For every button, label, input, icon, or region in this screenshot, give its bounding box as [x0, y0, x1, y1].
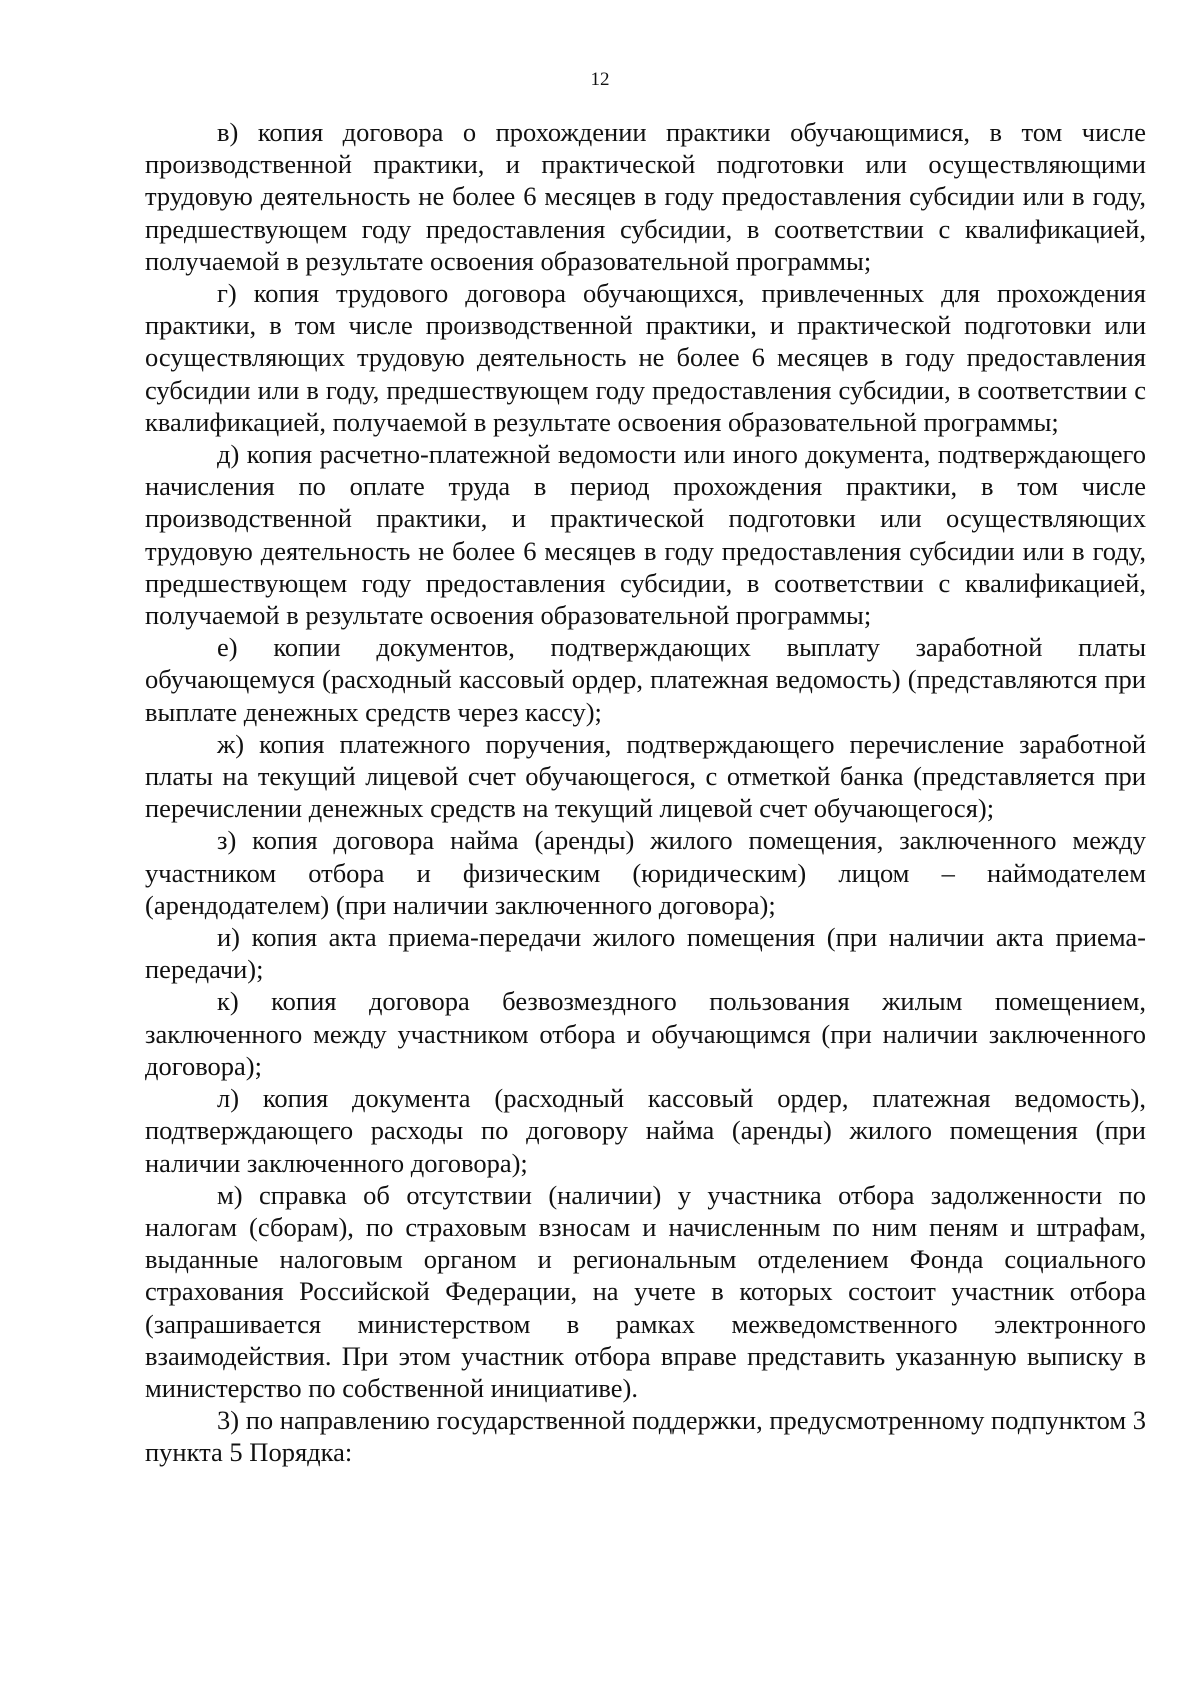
paragraph-m: м) справка об отсутствии (наличии) у участника отбора задолженности по налогам (сборам), по страховым взносам и начисленным по ним пеням и штрафам, выданные налоговым органом и региональным отделением Фонда социального страхования Российской Федерации, на учете в которых состоит участник отбора (запрашивается министерством в рамках межведомственного электронного взаимодействия. При этом участник отбора вправе представить указанную выписку в министерство по собственной инициативе).: [145, 1179, 1146, 1403]
document-body: [145, 116, 1146, 1469]
paragraph-v: в) копия договора о прохождении практики обучающимися, в том числе производственной практики, и практической подготовки или осуществляющими трудовую деятельность не более 6 месяцев в году предоставления субсидии или в году, предшествующем году предоставления субсидии, в соответствии с квалификацией, получаемой в результате освоения образовательной программы;: [145, 117, 1146, 276]
paragraph-k: к) копия договора безвозмездного пользования жилым помещением, заключенного между участником отбора и обучающимся (при наличии заключенного договора);: [145, 986, 1146, 1081]
paragraph-g: г) копия трудового договора обучающихся, привлеченных для прохождения практики, в том числе производственной практики, и практической подготовки или осуществляющих трудовую деятельность не более 6 месяцев в году предоставления субсидии или в году, предшествующем году предоставления субсидии, в соответствии с квалификацией, получаемой в результате освоения образовательной программы;: [145, 278, 1146, 437]
paragraph-z: з) копия договора найма (аренды) жилого помещения, заключенного между участником отбора и физическим (юридическим) лицом – наймодателем (арендодателем) (при наличии заключенного договора);: [145, 825, 1146, 920]
paragraph-zh: ж) копия платежного поручения, подтверждающего перечисление заработной платы на текущий лицевой счет обучающегося, с отметкой банка (представляется при перечислении денежных средств на текущий лицевой счет обучающегося);: [145, 728, 1146, 824]
paragraph-e: е) копии документов, подтверждающих выплату заработной платы обучающемуся (расходный кассовый ордер, платежная ведомость) (представляются при выплате денежных средств через кассу);: [145, 632, 1146, 727]
page-number: 12: [590, 69, 610, 90]
paragraph-i: и) копия акта приема-передачи жилого помещения (при наличии акта приема-передачи);: [145, 922, 1146, 985]
paragraph-item-3: 3) по направлению государственной поддержки, предусмотренному подпунктом 3 пункта 5 Порядка:: [145, 1405, 1146, 1468]
paragraph-l: л) копия документа (расходный кассовый ордер, платежная ведомость), подтверждающего расходы по договору найма (аренды) жилого помещения (при наличии заключенного договора);: [145, 1083, 1146, 1178]
paragraph-d: д) копия расчетно-платежной ведомости или иного документа, подтверждающего начисления по оплате труда в период прохождения практики, в том числе производственной практики, и практической подготовки или осуществляющих трудовую деятельность не более 6 месяцев в году предоставления субсидии или в году, предшествующем году предоставления субсидии, в соответствии с квалификацией, получаемой в результате освоения образовательной программы;: [145, 439, 1146, 631]
